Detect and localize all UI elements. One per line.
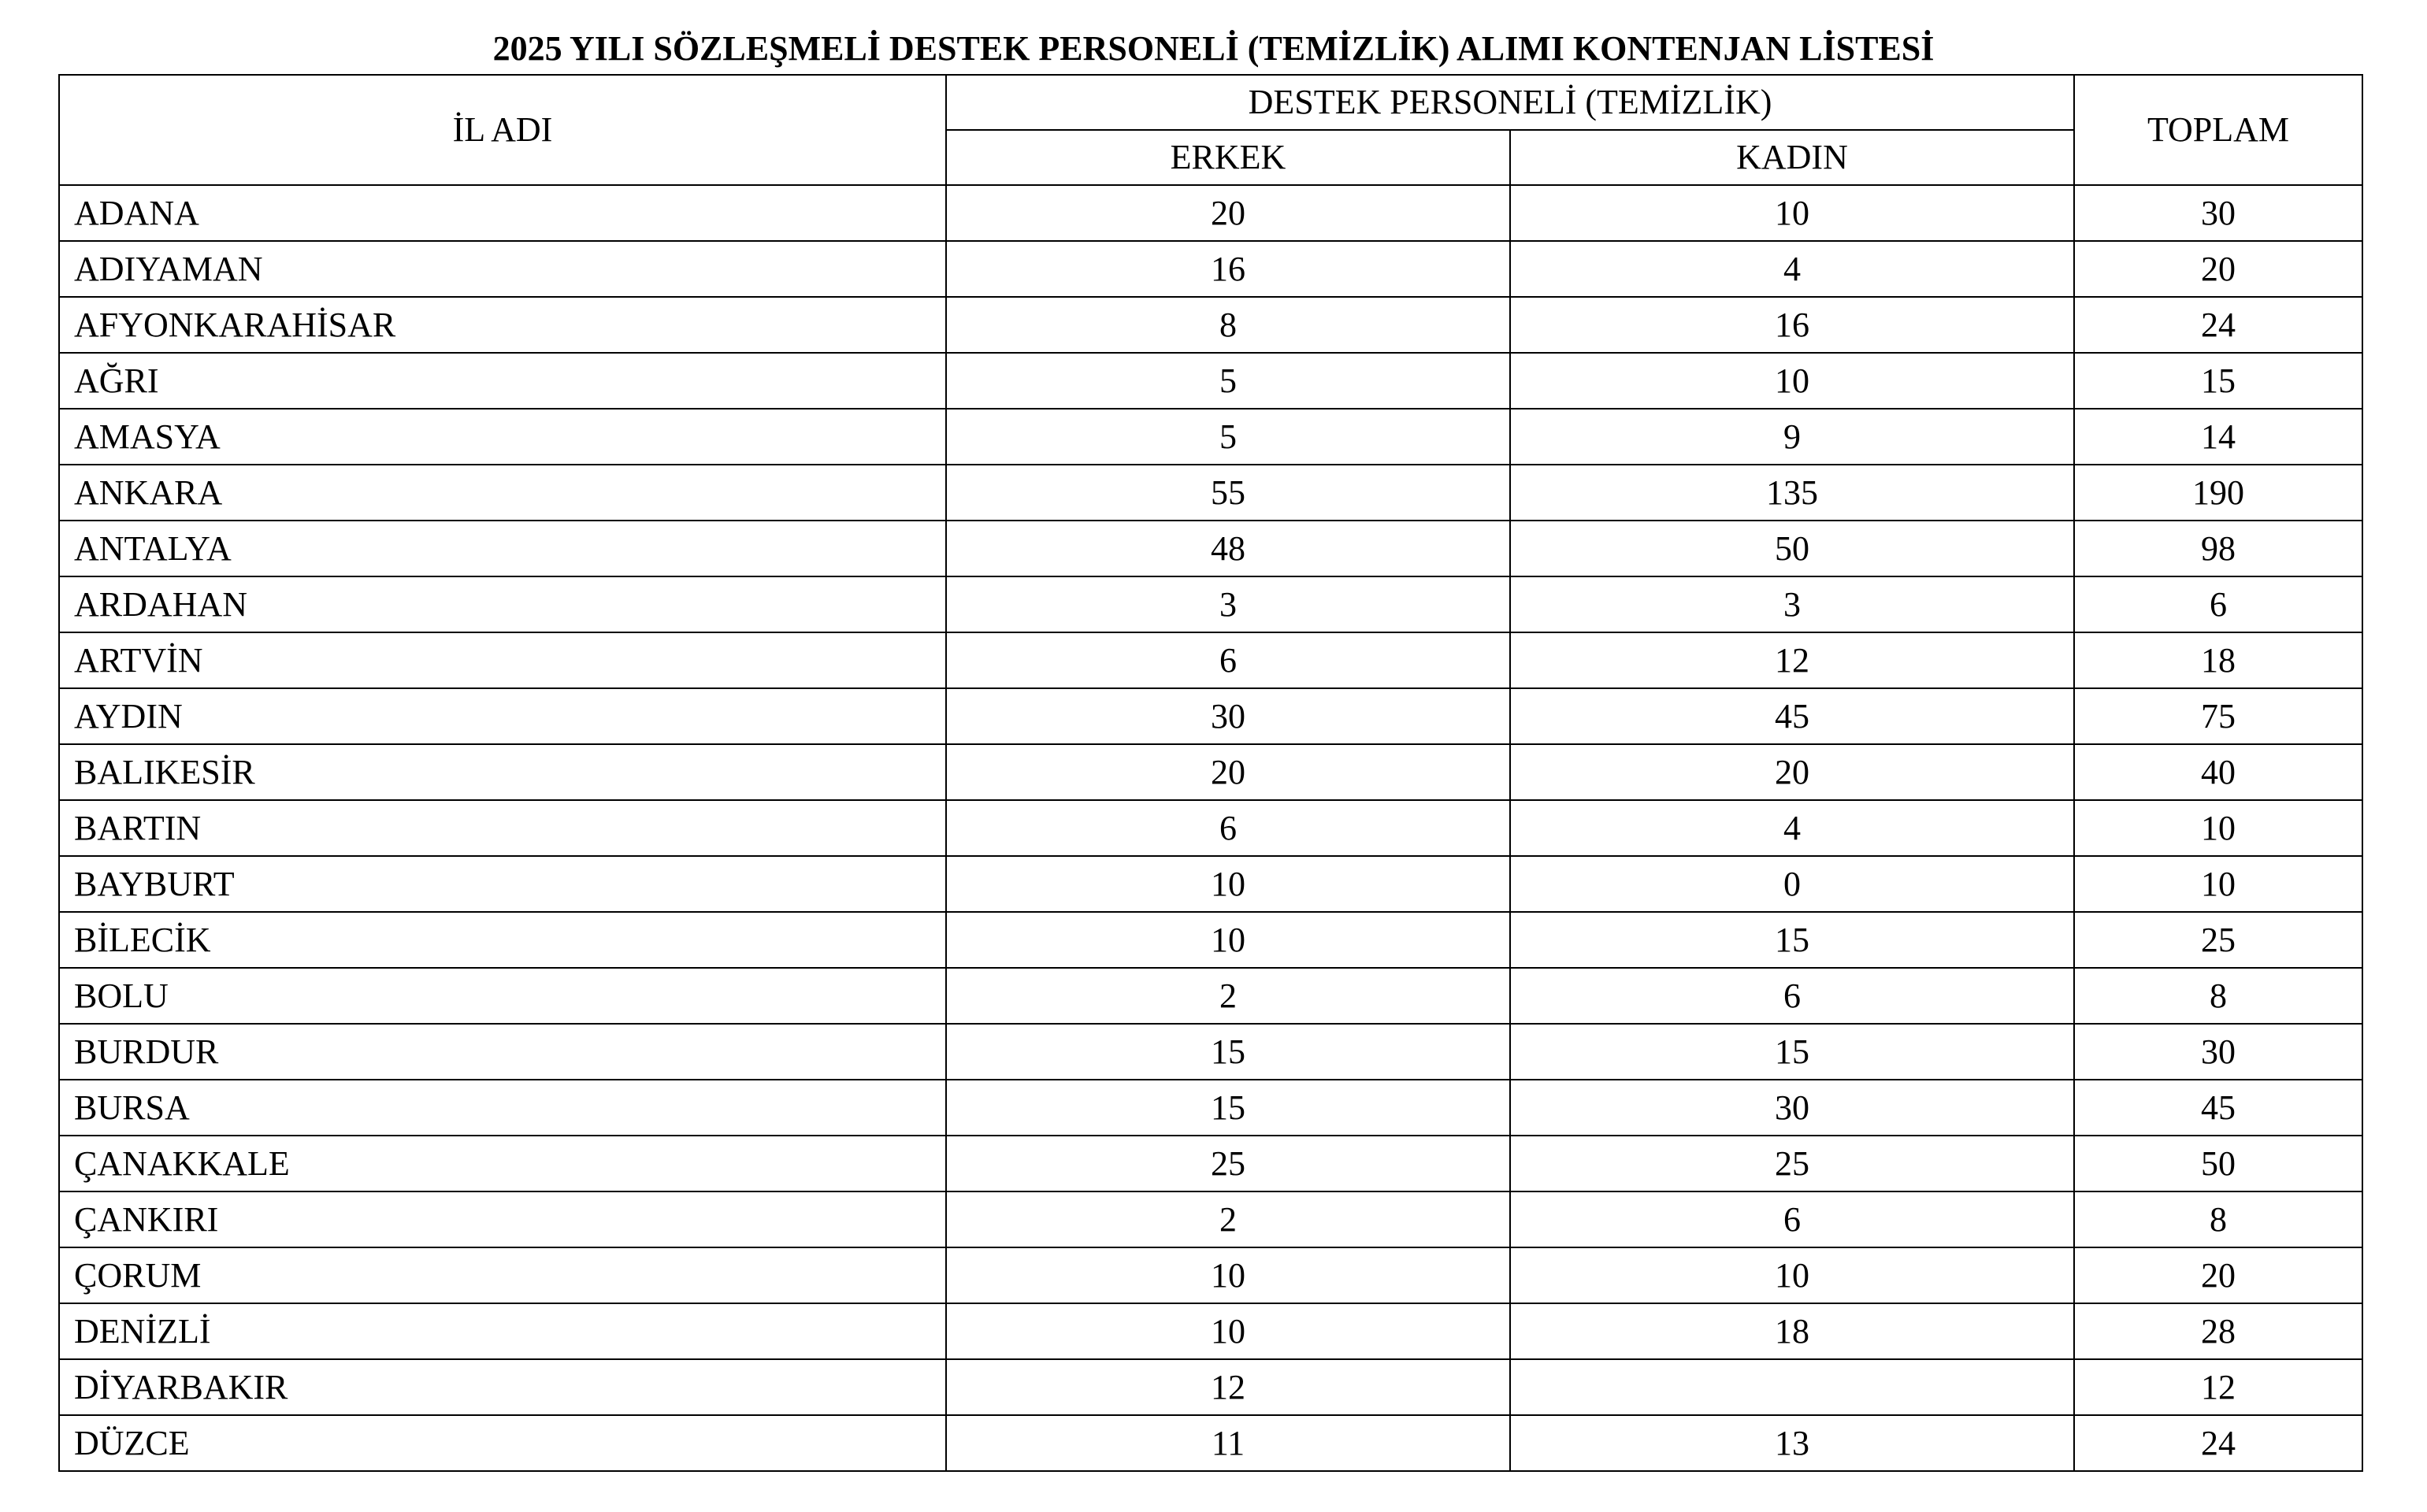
cell-erkek: 10	[946, 912, 1510, 968]
table-row	[59, 968, 2362, 1024]
header-erkek: ERKEK	[946, 130, 1510, 185]
cell-il-adi: ARDAHAN	[59, 576, 946, 632]
cell-il-adi: AĞRI	[59, 353, 946, 409]
cell-toplam: 75	[2074, 688, 2362, 744]
table-row	[59, 1191, 2362, 1247]
cell-kadin: 0	[1510, 856, 2074, 912]
cell-kadin: 10	[1510, 1247, 2074, 1303]
cell-erkek: 6	[946, 800, 1510, 856]
table-row	[59, 521, 2362, 576]
cell-il-adi: DİYARBAKIR	[59, 1359, 946, 1415]
cell-erkek: 8	[946, 297, 1510, 353]
cell-erkek: 10	[946, 856, 1510, 912]
quota-table	[58, 74, 2363, 1472]
table-row	[59, 912, 2362, 968]
cell-toplam: 30	[2074, 185, 2362, 241]
cell-erkek: 20	[946, 185, 1510, 241]
header-toplam: TOPLAM	[2074, 75, 2362, 185]
cell-il-adi: BOLU	[59, 968, 946, 1024]
table-row	[59, 353, 2362, 409]
cell-kadin: 15	[1510, 912, 2074, 968]
cell-kadin: 50	[1510, 521, 2074, 576]
document-title: 2025 YILI SÖZLEŞMELİ DESTEK PERSONELİ (TEMİZLİK) ALIMI KONTENJAN LİSTESİ	[492, 29, 1935, 68]
cell-il-adi: AYDIN	[59, 688, 946, 744]
cell-toplam: 50	[2074, 1136, 2362, 1191]
cell-erkek: 15	[946, 1080, 1510, 1136]
cell-toplam: 24	[2074, 297, 2362, 353]
cell-toplam: 12	[2074, 1359, 2362, 1415]
cell-toplam: 8	[2074, 968, 2362, 1024]
cell-il-adi: ANTALYA	[59, 521, 946, 576]
table-row	[59, 856, 2362, 912]
table-row	[59, 409, 2362, 465]
cell-kadin: 4	[1510, 241, 2074, 297]
table-row	[59, 1136, 2362, 1191]
table-row	[59, 1415, 2362, 1471]
cell-kadin: 10	[1510, 185, 2074, 241]
cell-toplam: 98	[2074, 521, 2362, 576]
cell-erkek: 20	[946, 744, 1510, 800]
cell-il-adi: ÇORUM	[59, 1247, 946, 1303]
cell-kadin: 30	[1510, 1080, 2074, 1136]
table-row	[59, 185, 2362, 241]
cell-kadin: 15	[1510, 1024, 2074, 1080]
cell-il-adi: BURSA	[59, 1080, 946, 1136]
cell-kadin: 45	[1510, 688, 2074, 744]
cell-erkek: 48	[946, 521, 1510, 576]
cell-toplam: 28	[2074, 1303, 2362, 1359]
cell-toplam: 8	[2074, 1191, 2362, 1247]
cell-kadin: 6	[1510, 1191, 2074, 1247]
cell-erkek: 15	[946, 1024, 1510, 1080]
table-row	[59, 241, 2362, 297]
cell-il-adi: AFYONKARAHİSAR	[59, 297, 946, 353]
cell-kadin: 10	[1510, 353, 2074, 409]
cell-kadin: 12	[1510, 632, 2074, 688]
header-il-adi: İL ADI	[59, 75, 946, 185]
cell-erkek: 55	[946, 465, 1510, 521]
cell-toplam: 25	[2074, 912, 2362, 968]
cell-erkek: 30	[946, 688, 1510, 744]
cell-erkek: 16	[946, 241, 1510, 297]
cell-il-adi: ARTVİN	[59, 632, 946, 688]
cell-toplam: 10	[2074, 856, 2362, 912]
table-row	[59, 744, 2362, 800]
cell-kadin: 25	[1510, 1136, 2074, 1191]
cell-il-adi: BURDUR	[59, 1024, 946, 1080]
cell-kadin: 13	[1510, 1415, 2074, 1471]
table-row	[59, 576, 2362, 632]
cell-erkek: 10	[946, 1247, 1510, 1303]
table-row	[59, 465, 2362, 521]
header-destek-personeli: DESTEK PERSONELİ (TEMİZLİK)	[946, 75, 2074, 130]
cell-kadin: 3	[1510, 576, 2074, 632]
table-row	[59, 632, 2362, 688]
table-header	[59, 75, 2362, 185]
cell-toplam: 10	[2074, 800, 2362, 856]
table-row	[59, 1247, 2362, 1303]
table-body	[59, 185, 2362, 1471]
cell-kadin: 20	[1510, 744, 2074, 800]
cell-toplam: 14	[2074, 409, 2362, 465]
cell-kadin	[1510, 1359, 2074, 1415]
cell-il-adi: DENİZLİ	[59, 1303, 946, 1359]
cell-toplam: 24	[2074, 1415, 2362, 1471]
cell-kadin: 16	[1510, 297, 2074, 353]
cell-erkek: 3	[946, 576, 1510, 632]
cell-toplam: 20	[2074, 241, 2362, 297]
table-row	[59, 1359, 2362, 1415]
header-row-top	[59, 75, 2362, 130]
cell-kadin: 9	[1510, 409, 2074, 465]
cell-toplam: 45	[2074, 1080, 2362, 1136]
table-row	[59, 1024, 2362, 1080]
cell-il-adi: ANKARA	[59, 465, 946, 521]
cell-kadin: 18	[1510, 1303, 2074, 1359]
table-row	[59, 800, 2362, 856]
cell-toplam: 190	[2074, 465, 2362, 521]
cell-toplam: 40	[2074, 744, 2362, 800]
cell-toplam: 15	[2074, 353, 2362, 409]
cell-kadin: 135	[1510, 465, 2074, 521]
cell-erkek: 5	[946, 353, 1510, 409]
cell-toplam: 18	[2074, 632, 2362, 688]
cell-erkek: 10	[946, 1303, 1510, 1359]
cell-erkek: 2	[946, 1191, 1510, 1247]
cell-erkek: 25	[946, 1136, 1510, 1191]
cell-erkek: 2	[946, 968, 1510, 1024]
cell-erkek: 6	[946, 632, 1510, 688]
table-row	[59, 1080, 2362, 1136]
cell-il-adi: ÇANKIRI	[59, 1191, 946, 1247]
table-row	[59, 297, 2362, 353]
cell-erkek: 5	[946, 409, 1510, 465]
cell-kadin: 4	[1510, 800, 2074, 856]
cell-il-adi: BAYBURT	[59, 856, 946, 912]
cell-il-adi: ADANA	[59, 185, 946, 241]
cell-erkek: 11	[946, 1415, 1510, 1471]
cell-il-adi: AMASYA	[59, 409, 946, 465]
table-row	[59, 1303, 2362, 1359]
cell-toplam: 6	[2074, 576, 2362, 632]
cell-kadin: 6	[1510, 968, 2074, 1024]
cell-il-adi: ADIYAMAN	[59, 241, 946, 297]
cell-toplam: 20	[2074, 1247, 2362, 1303]
cell-il-adi: BİLECİK	[59, 912, 946, 968]
cell-il-adi: BARTIN	[59, 800, 946, 856]
table-row	[59, 688, 2362, 744]
cell-erkek: 12	[946, 1359, 1510, 1415]
cell-il-adi: ÇANAKKALE	[59, 1136, 946, 1191]
cell-il-adi: BALIKESİR	[59, 744, 946, 800]
cell-il-adi: DÜZCE	[59, 1415, 946, 1471]
cell-toplam: 30	[2074, 1024, 2362, 1080]
header-kadin: KADIN	[1510, 130, 2074, 185]
